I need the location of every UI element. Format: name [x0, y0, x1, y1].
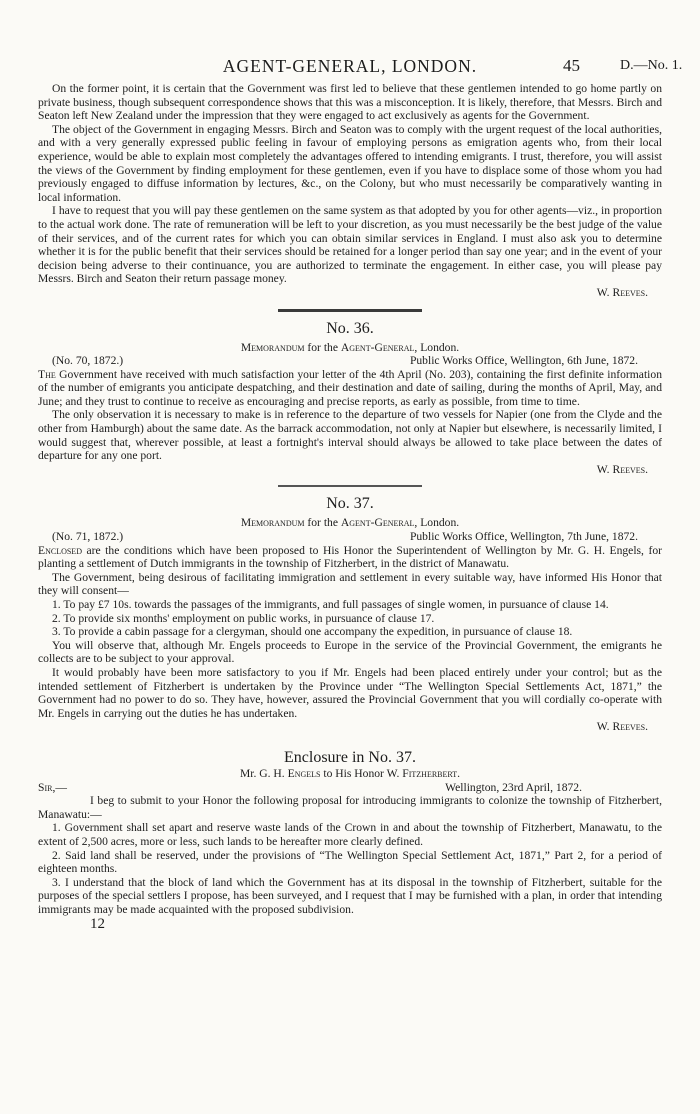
reference-row	[38, 530, 662, 544]
list-item: 3. I understand that the block of land which the Government has at its disposal in the township of Fitzherbert, suitable for the purposes of the special settlers I propose, has been surveyed, and I request that I may be furnished with a plan, in order that intending immigrants may be made acquainted with the proposed subdivision.	[38, 875, 662, 916]
memo-prefix: Memorandum	[240, 516, 305, 530]
section-heading: No. 37.	[326, 495, 374, 513]
signature: W. Reeves.	[596, 720, 648, 734]
salutation: Sir,—	[38, 780, 67, 794]
reference-row	[38, 354, 662, 368]
signature: W. Reeves.	[596, 285, 648, 299]
paragraph: On the former point, it is certain that the Government was first led to believe that these gentlemen intended to go home partly on private business, though subsequent correspondence shows that this was a misconception. It is likely, therefore, that Messrs. Birch and Seaton left New Zealand under the impression that they were engaged to act exclusively as agents for the Government.	[38, 82, 662, 123]
memo-mid: for the	[304, 516, 341, 530]
signature: W. Reeves.	[596, 462, 648, 476]
place-date: Wellington, 23rd April, 1872.	[445, 780, 582, 794]
enclosure-heading: Enclosure in No. 37.	[284, 748, 416, 766]
paragraph	[38, 544, 662, 571]
salutation-row	[38, 781, 662, 795]
memo-line	[38, 516, 662, 530]
sub-a: Mr. G. H.	[239, 766, 288, 780]
memo-prefix: Memorandum	[240, 340, 305, 354]
place-date: Public Works Office, Wellington, 7th June, 1872.	[409, 530, 638, 544]
paragraph: You will observe that, although Mr. Engels proceeds to Europe in the service of the Provincial Government, the emigrants he collects are to be subject to your approval.	[38, 638, 662, 666]
list-item: 2. To provide six months' employment on public works, in pursuance of clause 17.	[52, 611, 435, 625]
sub-e: .	[457, 766, 461, 780]
paragraph	[38, 368, 662, 409]
paragraph: The object of the Government in engaging Messrs. Birch and Seaton was to comply with the urgent request of the local authorities, and with a very generally expressed public feeling in favour of employing persons as emigration agents who, from their local experience, would be able to explain most completely the advantages offered to intending emigrants. I trust, therefore, you will assist the views of the Government by finding employment for these gentlemen, even if you have to displace some of those whom you had previously engaged to diffuse information by lectures, &c., on the Colony, but who must necessarily be comparatively wanting in local information.	[38, 122, 662, 204]
reference-number: (No. 71, 1872.)	[52, 530, 124, 544]
memo-line	[38, 341, 662, 355]
paragraph-text: Government have received with much satisfaction your letter of the 4th April (No. 203), containing the first definite information of the number of emigrants you anticipate despatching, and their destination and date of sailing, during the months of April, May, and June; and they trust to continue to receive as encouraging and precise reports, as early as possible, from time to time.	[38, 367, 662, 408]
enclosure-subheading	[38, 767, 662, 781]
lead-word: Enclosed	[38, 543, 82, 557]
memo-mid: for the	[304, 340, 341, 354]
memo-suffix: , London.	[414, 516, 460, 530]
paragraph-text: are the conditions which have been proposed to His Honor the Superintendent of Wellington by Mr. G. H. Engels, for planting a settlement of Dutch immigrants in the township of Fitzherbert, in the district of Manawatu.	[38, 543, 662, 571]
reference-number: (No. 70, 1872.)	[52, 354, 124, 368]
list-item: 1. To pay £7 10s. towards the passages of the immigrants, and full passages of single women, in pursuance of clause 14.	[52, 598, 609, 611]
memo-addressee: Agent-General	[340, 516, 415, 530]
sub-d: Fitzherbert	[402, 766, 458, 780]
section-heading: No. 36.	[326, 319, 374, 337]
lead-word: The	[38, 367, 56, 381]
section-divider	[278, 309, 422, 312]
list-item: 2. Said land shall be reserved, under the provisions of “The Wellington Special Settlement Act, 1871,” Part 2, for a period of eighteen months.	[38, 848, 662, 876]
memo-suffix: , London.	[414, 340, 460, 354]
page-title: AGENT-GENERAL, LONDON.	[222, 56, 478, 76]
paragraph: I beg to submit to your Honor the following proposal for introducing immigrants to colonize the township of Fitzherbert, Manawatu:—	[38, 794, 662, 821]
section-divider	[278, 485, 422, 487]
sub-c: to His Honor W.	[320, 766, 403, 780]
paragraph: The only observation it is necessary to make is in reference to the departure of two vessels for Napier (one from the Clyde and the other from Hamburgh) about the same date. As the barrack accommodation, not only at Napier but elsewhere, is necessarily limited, I would suggest that, wherever possible, at least a fortnight's interval should always be allowed to take place between the dates of departure for any one port.	[38, 408, 662, 463]
list-item: 3. To provide a cabin passage for a clergyman, should one accompany the expedition, in pursuance of clause 18.	[52, 625, 573, 639]
signature-mark: 12	[90, 916, 105, 933]
page-number: 45	[563, 56, 580, 75]
document-body	[38, 82, 662, 932]
paragraph: The Government, being desirous of facilitating immigration and settlement in every suitable way, have informed His Honor that they will consent—	[38, 570, 662, 598]
list-item: 1. Government shall set apart and reserve waste lands of the Crown in and about the township of Fitzherbert, Manawatu, to the extent of 2,500 acres, more or less, such lands to be hereafter more clearly defined.	[38, 821, 662, 848]
paragraph: I have to request that you will pay these gentlemen on the same system as that adopted by you for other agents—viz., in proportion to the actual work done. The rate of remuneration will be left to your discretion, as you must necessarily be the best judge of the value of their services, and of the current rates for which you can obtain similar services in England. I must also ask you to determine whether it is for the public benefit that their services should be retained for a longer period than say one year; and in the event of your decision being adverse to their continuance, you are authorized to terminate the engagement. In either case, you will please pay Messrs. Birch and Seaton their return passage money.	[38, 204, 662, 286]
sub-b: Engels	[287, 766, 321, 780]
place-date: Public Works Office, Wellington, 6th June, 1872.	[409, 354, 638, 368]
running-header	[38, 56, 683, 78]
paragraph: It would probably have been more satisfactory to you if Mr. Engels had been placed entirely under your control; but as the intended settlement of Fitzherbert is undertaken by the Province under “The Wellington Special Settlements Act, 1871,” the Government had no power to do so. They have, however, assured the Provincial Government that you will cordially co-operate with Mr. Engels in carrying out the duties he has undertaken.	[38, 665, 662, 720]
document-code: D.—No. 1.	[620, 58, 683, 73]
memo-addressee: Agent-General	[340, 340, 415, 354]
